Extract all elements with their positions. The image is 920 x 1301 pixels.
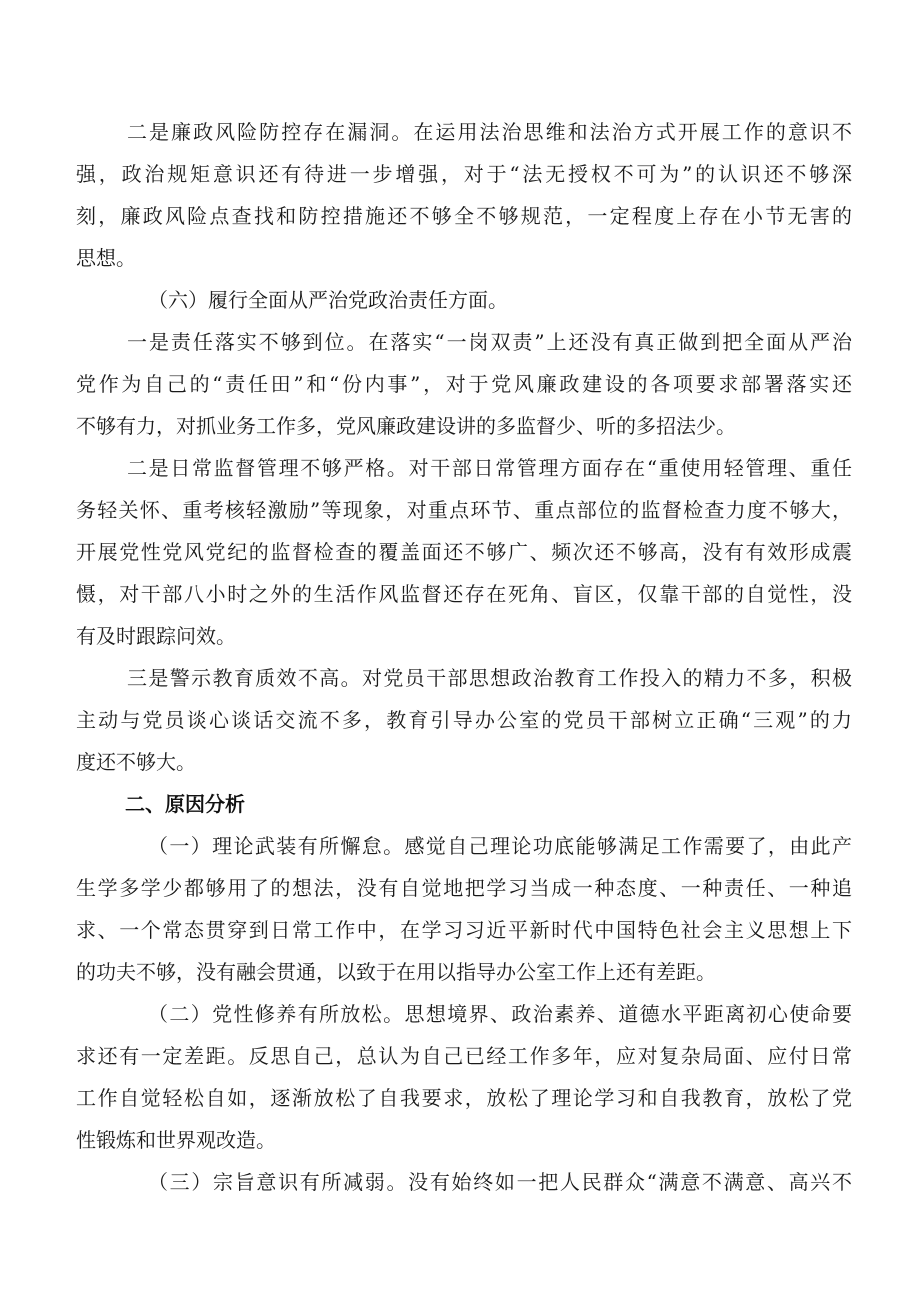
- paragraph-8-line-1: （三）宗旨意识有所减弱。没有始终如一把人民群众“满意不满意、高兴不: [148, 1170, 852, 1194]
- paragraph-5-line-3: 度还不够大。: [76, 750, 196, 774]
- paragraph-5-line-1: 三是警示教育质效不高。对党员干部思想政治教育工作投入的精力不多，积极: [127, 666, 852, 690]
- paragraph-4-line-1: 二是日常监督管理不够严格。对干部日常管理方面存在“重使用轻管理、重任: [127, 456, 852, 480]
- paragraph-6-line-3: 求、一个常态贯穿到日常工作中，在学习习近平新时代中国特色社会主义思想上下: [76, 918, 852, 942]
- paragraph-1-line-2: 强，政治规矩意识还有待进一步增强，对于“法无授权不可为”的认识还不够深: [76, 162, 852, 186]
- section-heading: 二、原因分析: [125, 792, 245, 816]
- paragraph-3-line-2: 党作为自己的“责任田”和“份内事”，对于党风廉政建设的各项要求部署落实还: [76, 372, 852, 396]
- paragraph-4-line-2: 务轻关怀、重考核轻激励”等现象，对重点环节、重点部位的监督检查力度不够大，: [76, 498, 852, 522]
- paragraph-7-line-1: （二）党性修养有所放松。思想境界、政治素养、道德水平距离初心使命要: [148, 1002, 852, 1026]
- paragraph-5-line-2: 主动与党员谈心谈话交流不多，教育引导办公室的党员干部树立正确“三观”的力: [76, 708, 852, 732]
- paragraph-7-line-2: 求还有一定差距。反思自己，总认为自己已经工作多年，应对复杂局面、应付日常: [76, 1044, 852, 1068]
- paragraph-3-line-3: 不够有力，对抓业务工作多，党风廉政建设讲的多监督少、听的多招法少。: [76, 414, 736, 438]
- paragraph-7-line-4: 性锻炼和世界观改造。: [76, 1128, 276, 1152]
- paragraph-1-line-3: 刻，廉政风险点查找和防控措施还不够全不够规范，一定程度上存在小节无害的: [76, 204, 852, 228]
- paragraph-4-line-4: 慑，对干部八小时之外的生活作风监督还存在死角、盲区，仅靠干部的自觉性，没: [76, 582, 852, 606]
- paragraph-1-line-4: 思想。: [76, 246, 136, 270]
- paragraph-6-line-1: （一）理论武装有所懈怠。感觉自己理论功底能够满足工作需要了，由此产: [148, 834, 852, 858]
- paragraph-7-line-3: 工作自觉轻松自如，逐渐放松了自我要求，放松了理论学习和自我教育，放松了党: [76, 1086, 852, 1110]
- section-subheading-6: （六）履行全面从严治党政治责任方面。: [148, 288, 508, 312]
- paragraph-1-line-1: 二是廉政风险防控存在漏洞。在运用法治思维和法治方式开展工作的意识不: [127, 120, 852, 144]
- paragraph-6-line-2: 生学多学少都够用了的想法，没有自觉地把学习当成一种态度、一种责任、一种追: [76, 876, 852, 900]
- paragraph-6-line-4: 的功夫不够，没有融会贯通，以致于在用以指导办公室工作上还有差距。: [76, 960, 716, 984]
- paragraph-3-line-1: 一是责任落实不够到位。在落实“一岗双责”上还没有真正做到把全面从严治: [127, 330, 852, 354]
- paragraph-4-line-3: 开展党性党风党纪的监督检查的覆盖面还不够广、频次还不够高，没有有效形成震: [76, 540, 852, 564]
- paragraph-4-line-5: 有及时跟踪问效。: [76, 624, 236, 648]
